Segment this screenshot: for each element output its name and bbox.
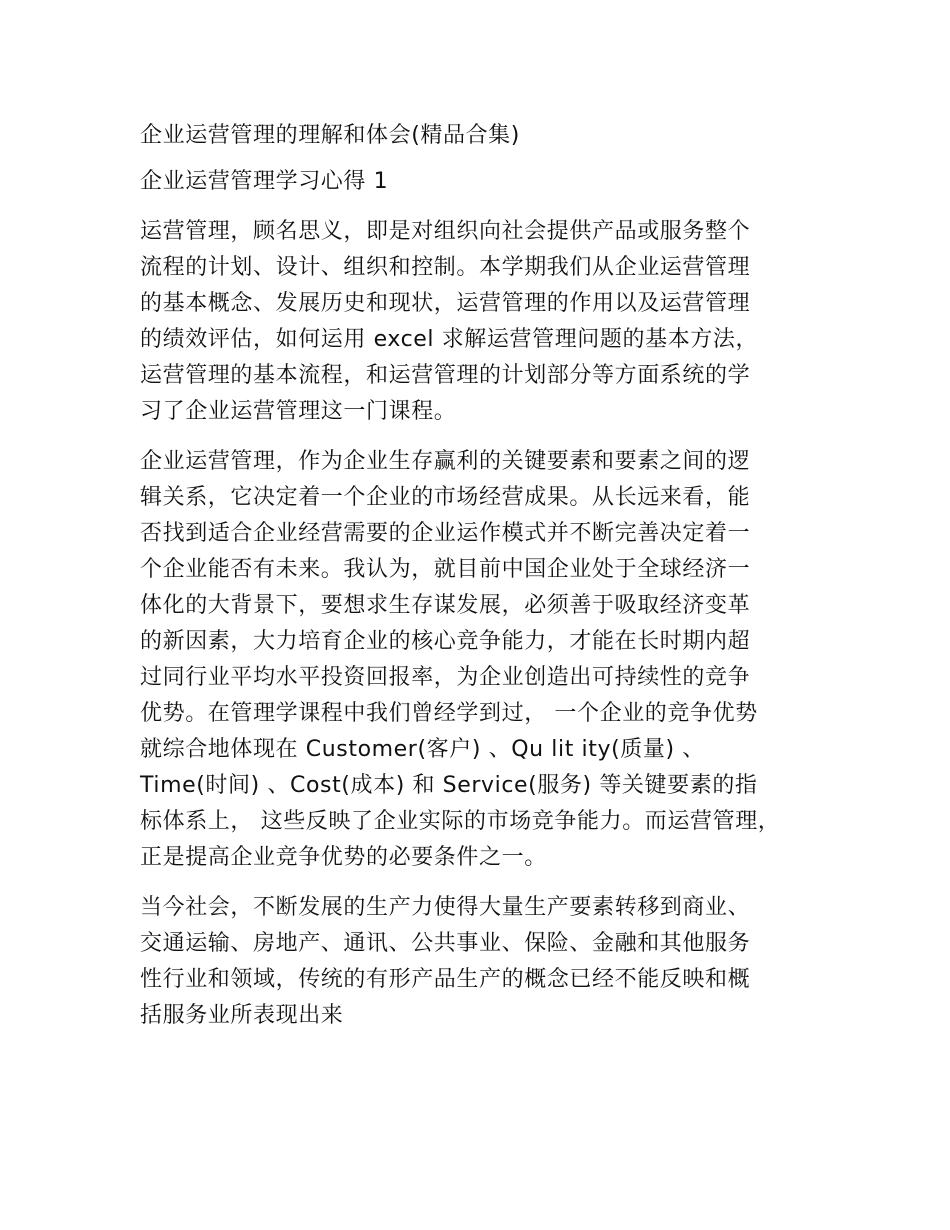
paragraph-line: 否找到适合企业经营需要的企业运作模式并不断完善决定着一 — [140, 521, 751, 546]
paragraph-line: 体化的大背景下，要想求生存谋发展，必须善于吸取经济变革 — [140, 593, 751, 618]
document-body — [140, 118, 830, 1048]
paragraph-line: 正是提高企业竞争优势的必要条件之一。 — [140, 845, 547, 870]
paragraph-line: 企业运营管理，作为企业生存赢利的关键要素和要素之间的逻 — [140, 449, 751, 474]
document-title: 企业运营管理的理解和体会(精品合集) — [140, 123, 520, 148]
paragraph-line: 个企业能否有未来。我认为，就目前中国企业处于全球经济一 — [140, 557, 751, 582]
paragraph-line: 标体系上， 这些反映了企业实际的市场竞争能力。而运营管理， — [140, 809, 781, 834]
paragraph-line: 当今社会，不断发展的生产力使得大量生产要素转移到商业、 — [140, 895, 751, 920]
paragraph-2 — [140, 444, 830, 876]
paragraph-line: 性行业和领域，传统的有形产品生产的概念已经不能反映和概 — [140, 967, 751, 992]
paragraph-line: 的绩效评估，如何运用 excel 求解运营管理问题的基本方法， — [140, 327, 759, 352]
paragraph-line: 交通运输、房地产、通讯、公共事业、保险、金融和其他服务 — [140, 931, 751, 956]
paragraph-line: Time(时间) 、Cost(成本) 和 Service(服务) 等关键要素的指 — [140, 773, 758, 798]
paragraph-1 — [140, 214, 830, 430]
document-subtitle: 企业运营管理学习心得 1 — [140, 169, 389, 194]
paragraph-line: 习了企业运营管理这一门课程。 — [140, 399, 457, 424]
paragraph-line: 的基本概念、发展历史和现状，运营管理的作用以及运营管理 — [140, 291, 751, 316]
paragraph-line: 优势。在管理学课程中我们曾经学到过， 一个企业的竞争优势 — [140, 701, 758, 726]
paragraph-line: 辑关系，它决定着一个企业的市场经营成果。从长远来看，能 — [140, 485, 751, 510]
paragraph-line: 的新因素，大力培育企业的核心竞争能力，才能在长时期内超 — [140, 629, 751, 654]
paragraph-line: 运营管理的基本流程，和运营管理的计划部分等方面系统的学 — [140, 363, 751, 388]
paragraph-line: 括服务业所表现出来 — [140, 1003, 344, 1028]
paragraph-line: 流程的计划、设计、组织和控制。本学期我们从企业运营管理 — [140, 255, 751, 280]
paragraph-line: 过同行业平均水平投资回报率，为企业创造出可持续性的竞争 — [140, 665, 751, 690]
paragraph-3 — [140, 890, 830, 1034]
paragraph-line: 就综合地体现在 Customer(客户) 、Qu lit ity(质量) 、 — [140, 737, 705, 762]
paragraph-line: 运营管理，顾名思义，即是对组织向社会提供产品或服务整个 — [140, 219, 751, 244]
